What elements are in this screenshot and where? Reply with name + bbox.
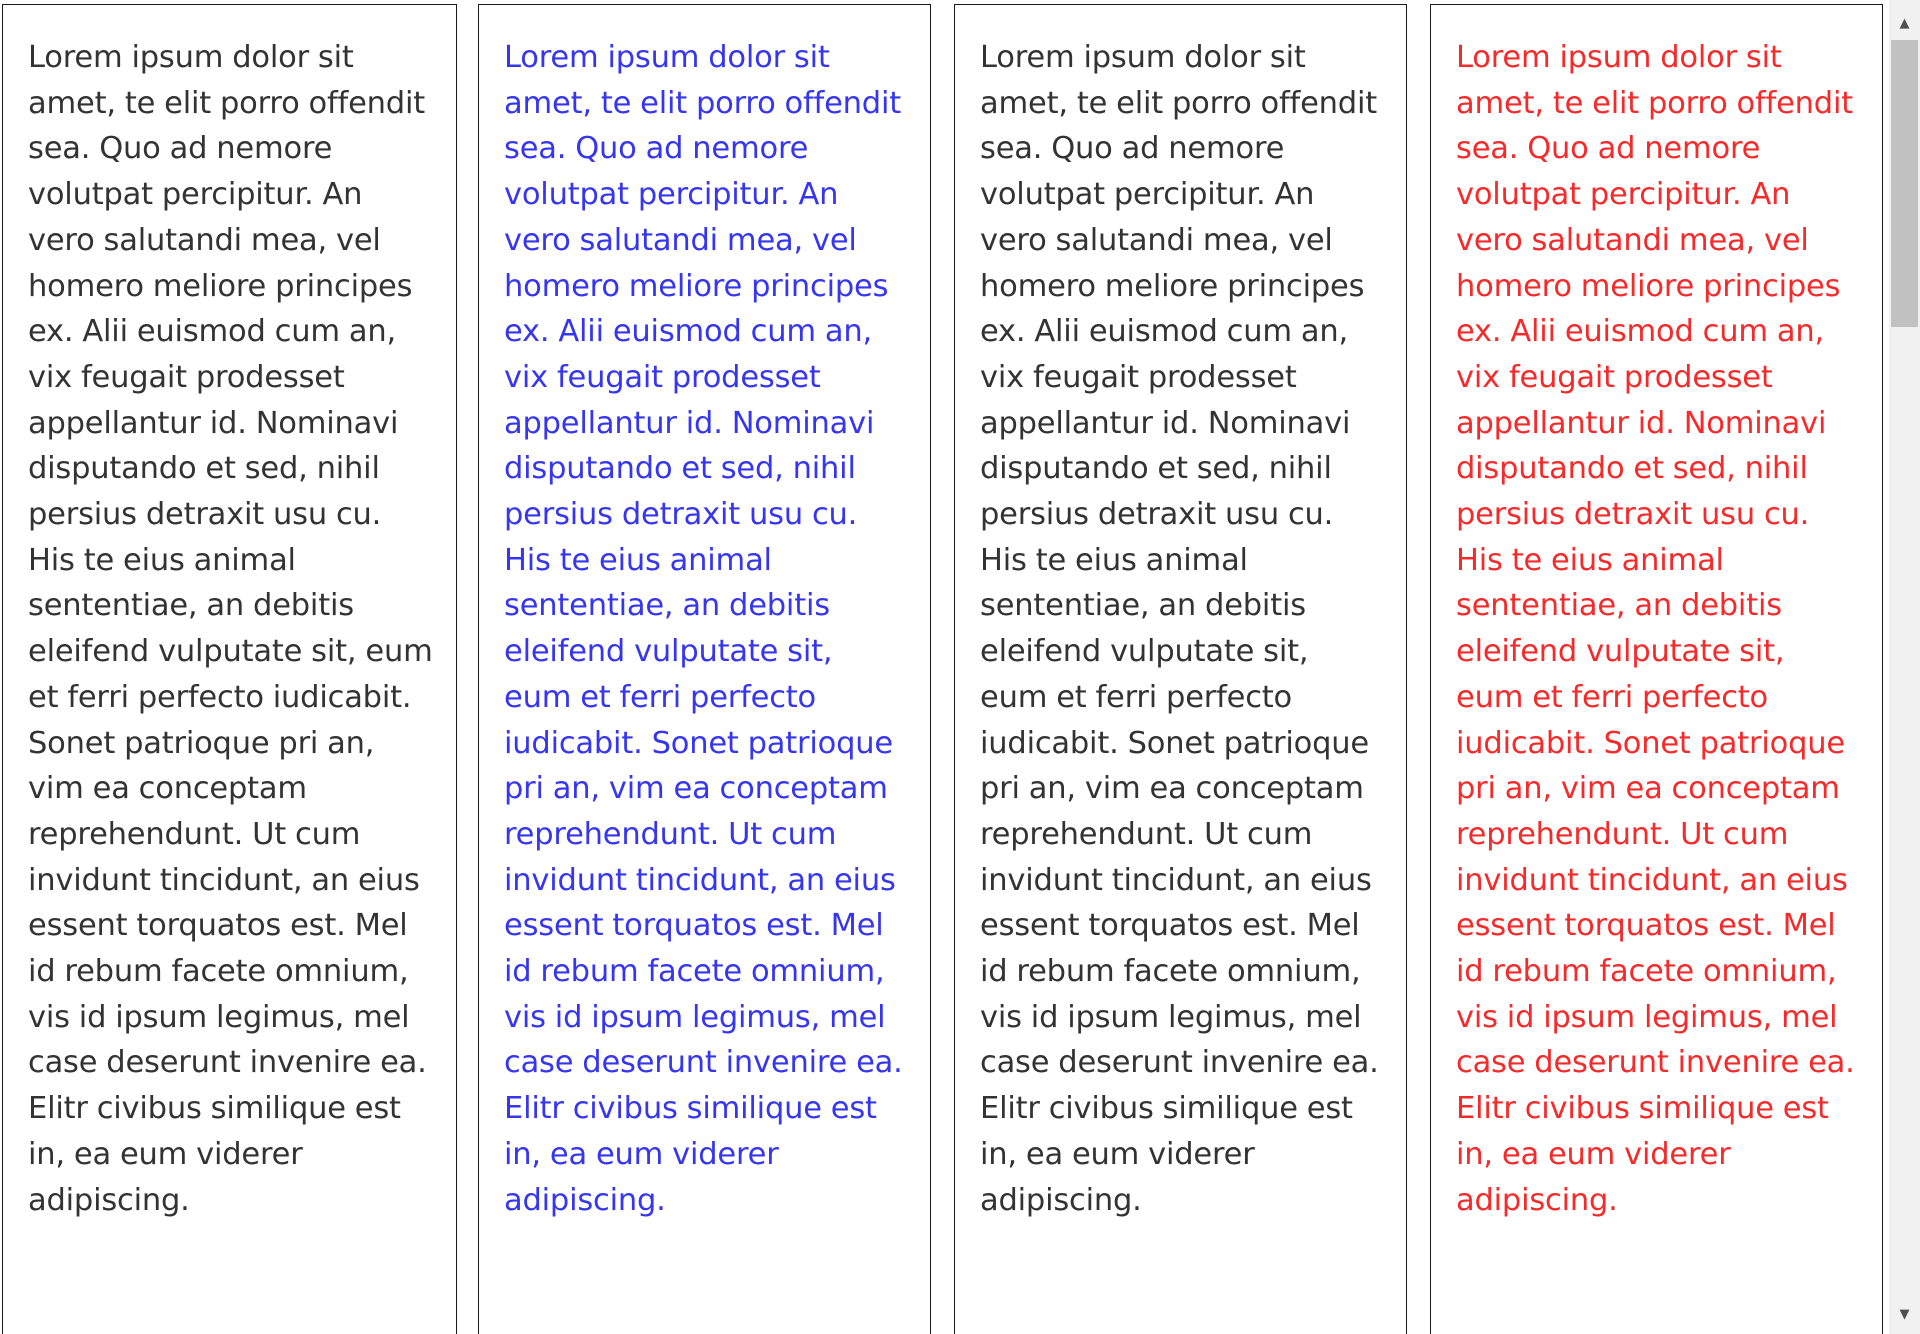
- text-column-1: [2, 4, 457, 1334]
- scroll-down-arrow-icon[interactable]: ▼: [1899, 1307, 1910, 1322]
- scroll-up-arrow-icon[interactable]: ▲: [1899, 16, 1910, 31]
- vertical-scrollbar[interactable]: [1889, 0, 1920, 1334]
- text-column-3: [954, 4, 1407, 1334]
- column-2-text: Lorem ipsum dolor sit amet, te elit porro offendit sea. Quo ad nemore volutpat percipitur. An vero salutandi mea, vel homero meliore principes ex. Alii euismod cum an, vix feugait prodesset appellantur id. Nominavi disputando et sed, nihil persius detraxit usu cu. His te eius animal sententiae, an debitis eleifend vulputate sit, eum et ferri perfecto iudicabit. Sonet patrioque pri an, vim ea conceptam reprehendunt. Ut cum invidunt tincidunt, an eius essent torquatos est. Mel id rebum facete omnium, vis id ipsum legimus, mel case deserunt invenire ea. Elitr civibus similique est in, ea eum viderer adipiscing.: [504, 40, 903, 1218]
- column-4-text: Lorem ipsum dolor sit amet, te elit porro offendit sea. Quo ad nemore volutpat percipitur. An vero salutandi mea, vel homero meliore principes ex. Alii euismod cum an, vix feugait prodesset appellantur id. Nominavi disputando et sed, nihil persius detraxit usu cu. His te eius animal sententiae, an debitis eleifend vulputate sit, eum et ferri perfecto iudicabit. Sonet patrioque pri an, vim ea conceptam reprehendunt. Ut cum invidunt tincidunt, an eius essent torquatos est. Mel id rebum facete omnium, vis id ipsum legimus, mel case deserunt invenire ea. Elitr civibus similique est in, ea eum viderer adipiscing.: [1456, 40, 1855, 1218]
- text-column-4: [1430, 4, 1883, 1334]
- column-1-text: Lorem ipsum dolor sit amet, te elit porro offendit sea. Quo ad nemore volutpat percipitur. An vero salutandi mea, vel homero meliore principes ex. Alii euismod cum an, vix feugait prodesset appellantur id. Nominavi disputando et sed, nihil persius detraxit usu cu. His te eius animal sententiae, an debitis eleifend vulputate sit, eum et ferri perfecto iudicabit. Sonet patrioque pri an, vim ea conceptam reprehendunt. Ut cum invidunt tincidunt, an eius essent torquatos est. Mel id rebum facete omnium, vis id ipsum legimus, mel case deserunt invenire ea. Elitr civibus similique est in, ea eum viderer adipiscing.: [28, 40, 433, 1218]
- scrollbar-thumb[interactable]: [1891, 40, 1918, 327]
- text-column-2: [478, 4, 931, 1334]
- column-3-text: Lorem ipsum dolor sit amet, te elit porro offendit sea. Quo ad nemore volutpat percipitur. An vero salutandi mea, vel homero meliore principes ex. Alii euismod cum an, vix feugait prodesset appellantur id. Nominavi disputando et sed, nihil persius detraxit usu cu. His te eius animal sententiae, an debitis eleifend vulputate sit, eum et ferri perfecto iudicabit. Sonet patrioque pri an, vim ea conceptam reprehendunt. Ut cum invidunt tincidunt, an eius essent torquatos est. Mel id rebum facete omnium, vis id ipsum legimus, mel case deserunt invenire ea. Elitr civibus similique est in, ea eum viderer adipiscing.: [980, 40, 1379, 1218]
